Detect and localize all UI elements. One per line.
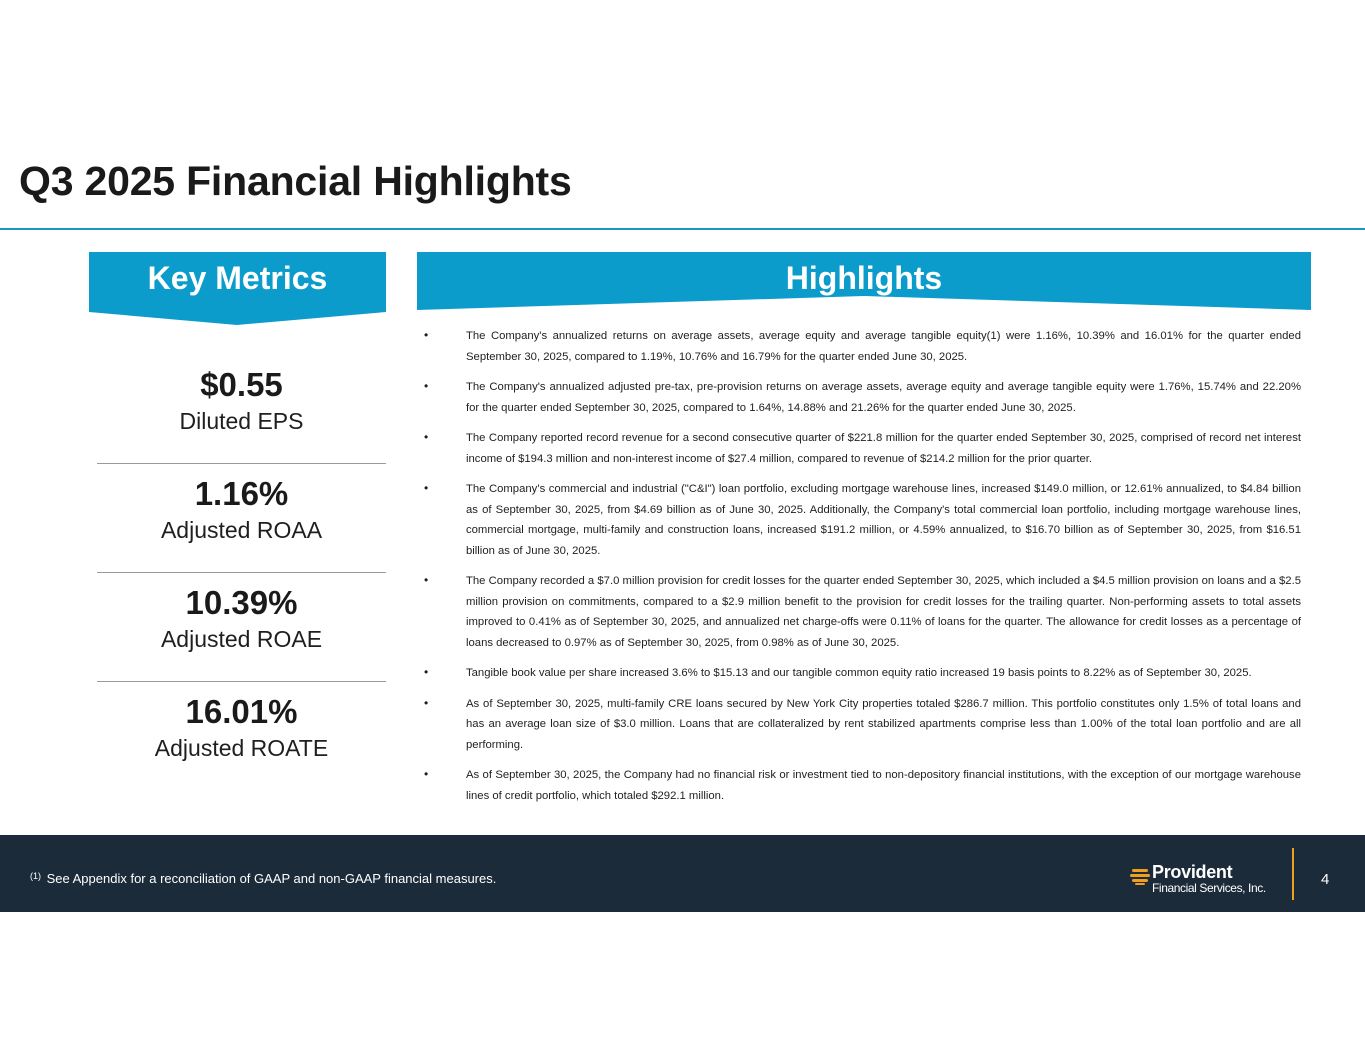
metric-value: 16.01% <box>185 693 298 730</box>
footnote-text: See Appendix for a reconciliation of GAAP and non-GAAP financial measures. <box>43 871 497 886</box>
highlight-text: Tangible book value per share increased 3.6% to $15.13 and our tangible common equity ratio increased 19 basis points to 8.22% as of September 30, 2025. <box>466 667 1252 679</box>
bullet-icon: • <box>424 379 429 393</box>
highlight-text: As of September 30, 2025, the Company had no financial risk or investment tied to non-depository financial institutions, with the exception of our mortgage warehouse lines of credit portfolio, which totaled $292.1 million. <box>466 769 1301 802</box>
highlight-text: The Company's annualized returns on average assets, average equity and average tangible equity(1) were 1.16%, 10.39% and 16.01% for the quarter ended September 30, 2025, compared to 1.19%, 10.76% and 16.79% for the quarter ended June 30, 2025. <box>466 330 1301 363</box>
metric-label: Adjusted ROAE <box>160 626 323 652</box>
title-divider <box>0 228 1365 230</box>
highlight-item <box>420 479 1301 561</box>
metric-adjusted-roae <box>97 573 386 682</box>
highlights-header <box>417 252 1311 312</box>
footer-bar <box>0 835 1365 912</box>
metric-label: Diluted EPS <box>179 408 304 434</box>
key-metrics-title: Key Metrics <box>147 260 328 296</box>
page-number: 4 <box>1321 871 1330 888</box>
highlight-item <box>420 694 1301 756</box>
bullet-icon: • <box>424 695 429 710</box>
page-title: Q3 2025 Financial Highlights <box>19 158 572 204</box>
bullet-icon: • <box>424 767 429 781</box>
highlights-title: Highlights <box>785 260 943 296</box>
bullet-icon: • <box>424 328 429 342</box>
bullet-icon: • <box>424 573 429 587</box>
highlight-item <box>420 377 1301 418</box>
footer-divider <box>1292 848 1294 900</box>
metric-value: 1.16% <box>194 475 289 512</box>
provident-logo <box>1130 862 1290 905</box>
metric-adjusted-roaa <box>97 464 386 573</box>
provident-mark-icon <box>1130 867 1150 887</box>
metric-diluted-eps <box>97 355 386 464</box>
highlight-item <box>420 428 1301 469</box>
highlight-item <box>420 663 1301 684</box>
logo-name: Provident <box>1152 862 1233 882</box>
highlight-text: As of September 30, 2025, multi-family CRE loans secured by New York City properties totaled $286.7 million. This portfolio constitutes only 1.5% of total loans and has an average loan size of $3.0 million. Loans that are collateralized by rent stabilized apartments comprise less than 1.00% of the total loan portfolio and are all performing. <box>466 697 1301 751</box>
highlight-text: The Company’s commercial and industrial ("C&I") loan portfolio, excluding mortgage warehouse lines, increased $149.0 million, or 12.61% annualized, to $4.84 billion as of September 30, 2025, from $4.69 billion as of June 30, 2025. Additionally, the Company's total commercial loan portfolio, including mortgage warehouse lines, commercial mortgage, multi-family and construction loans, increased $191.2 million, or 4.59% annualized, to $16.70 billion as of September 30, 2025, from $16.51 billion as of June 30, 2025. <box>466 483 1301 557</box>
metric-adjusted-roate <box>97 682 386 791</box>
key-metrics-list <box>97 355 386 791</box>
logo-subtitle: Financial Services, Inc. <box>1152 881 1266 895</box>
metric-label: Adjusted ROATE <box>154 735 329 761</box>
footnote-marker: (1) <box>30 871 41 881</box>
metric-label: Adjusted ROAA <box>160 517 323 543</box>
highlight-item <box>420 326 1301 367</box>
bullet-icon: • <box>424 481 429 495</box>
highlight-text: The Company recorded a $7.0 million provision for credit losses for the quarter ended September 30, 2025, which included a $4.5 million provision on loans and a $2.5 million provision on commitments, compared to a $2.9 million benefit to the provision for credit losses for the trailing quarter. Non-performing assets to total assets improved to 0.41% as of September 30, 2025, and annualized net charge-offs were 0.11% of loans for the quarter. The allowance for credit losses as a percentage of loans decreased to 0.97% as of September 30, 2025, from 0.98% as of June 30, 2025. <box>466 575 1301 649</box>
highlight-text: The Company's annualized adjusted pre-tax, pre-provision returns on average assets, average equity and average tangible equity were 1.76%, 15.74% and 22.20% for the quarter ended September 30, 2025, compared to 1.64%, 14.88% and 21.26% for the quarter ended June 30, 2025. <box>466 381 1301 414</box>
footnote <box>30 871 496 886</box>
highlights-list <box>420 326 1301 816</box>
metric-value: 10.39% <box>185 584 298 621</box>
highlight-text: The Company reported record revenue for a second consecutive quarter of $221.8 million for the quarter ended September 30, 2025, comprised of record net interest income of $194.3 million and non-interest income of $27.4 million, compared to revenue of $214.2 million for the prior quarter. <box>466 432 1301 465</box>
key-metrics-header <box>89 252 386 325</box>
bullet-icon: • <box>424 430 429 444</box>
metric-value: $0.55 <box>200 366 283 403</box>
highlight-item <box>420 765 1301 806</box>
bullet-icon: • <box>424 665 429 679</box>
highlight-item <box>420 571 1301 653</box>
